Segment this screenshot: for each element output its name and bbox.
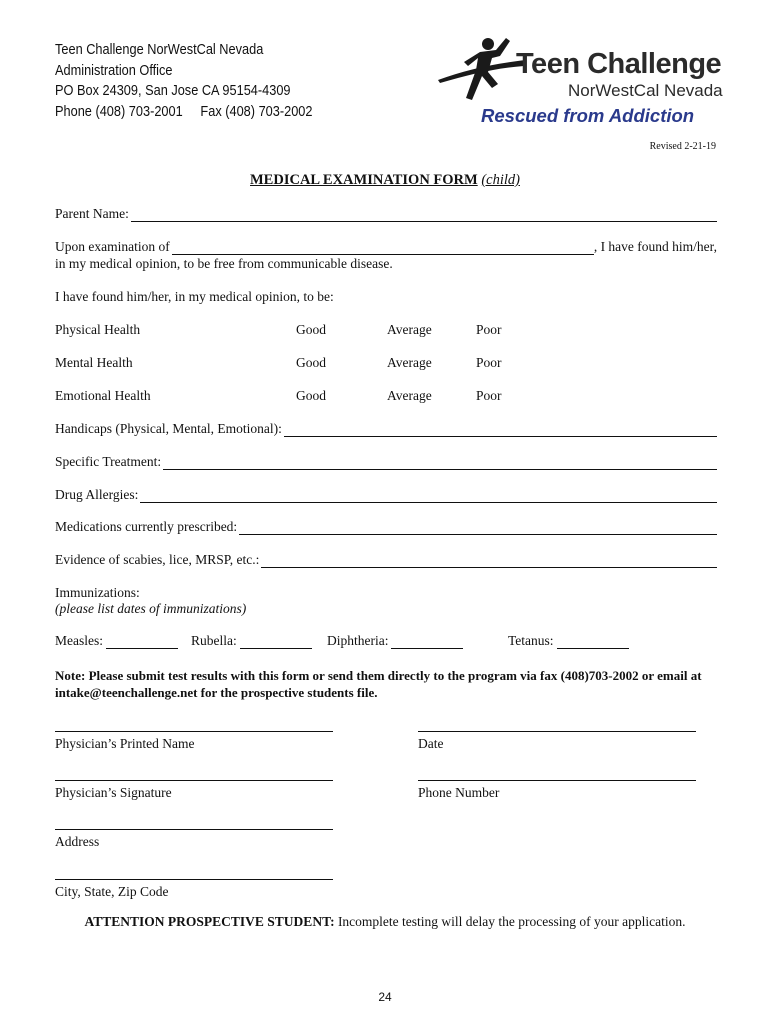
city-label: City, State, Zip Code [55,884,169,899]
exam-suffix: , I have found him/her, [593,239,717,254]
examinee-name-field[interactable] [172,242,594,255]
tetanus-label: Tetanus: [508,633,554,648]
scabies-row [55,552,717,568]
rating-row-emotional [55,388,555,406]
treatment-label: Specific Treatment: [55,454,162,469]
printed-name-field[interactable] [55,731,333,732]
immunization-rubella [191,633,312,649]
allergies-field[interactable] [140,490,717,503]
option-average[interactable]: Average [387,388,432,403]
scabies-label: Evidence of scabies, lice, MRSP, etc.: [55,552,260,567]
exam-line-2: in my medical opinion, to be free from communicable disease. [55,256,393,271]
medications-label: Medications currently prescribed: [55,519,238,534]
phone-fax: Phone (408) 703-2001 Fax (408) 703-2002 [55,103,313,120]
attention-text: Incomplete testing will delay the processing of your application. [334,914,686,929]
scabies-field[interactable] [261,555,717,568]
handicaps-label: Handicaps (Physical, Mental, Emotional): [55,421,282,436]
tetanus-date-field[interactable] [557,636,629,649]
treatment-row [55,454,717,470]
examination-row [55,239,717,255]
immunizations-heading: Immunizations: [55,585,140,600]
signature-label: Physician’s Signature [55,785,172,800]
immunizations-instruction: (please list dates of immunizations) [55,601,247,616]
revision-date: Revised 2-21-19 [649,141,716,152]
phone-block [418,780,696,801]
phone-label: Phone Number [418,785,500,800]
option-poor[interactable]: Poor [476,355,502,370]
teen-challenge-logo [436,34,736,134]
handicaps-row [55,421,717,437]
date-label: Date [418,736,444,751]
option-average[interactable]: Average [387,355,432,370]
printed-name-label: Physician’s Printed Name [55,736,195,751]
logo-subtitle: NorWestCal Nevada [568,81,723,100]
office-address-block [55,40,313,122]
logo-title: Teen Challenge [516,48,722,80]
rubella-label: Rubella: [191,633,237,648]
medications-field[interactable] [239,522,717,535]
printed-name-block [55,731,333,752]
immunization-measles [55,633,178,649]
measles-date-field[interactable] [106,636,178,649]
parent-name-row [55,206,717,222]
signature-field[interactable] [55,780,333,781]
signature-block [55,780,333,801]
rating-label: Physical Health [55,322,141,337]
rating-label: Mental Health [55,355,133,370]
date-block [418,731,696,752]
logo-tagline: Rescued from Addiction [481,105,695,126]
po-box: PO Box 24309, San Jose CA 95154-4309 [55,83,291,99]
treatment-field[interactable] [163,457,717,470]
parent-name-label: Parent Name: [55,206,129,221]
rating-label: Emotional Health [55,388,151,403]
diphtheria-date-field[interactable] [391,636,463,649]
address-block [55,829,333,850]
date-field[interactable] [418,731,696,732]
page-number: 24 [378,990,392,1004]
org-name: Teen Challenge NorWestCal Nevada [55,42,264,58]
rubella-date-field[interactable] [240,636,312,649]
exam-prefix: Upon examination of [55,239,170,254]
immunization-tetanus [508,633,629,649]
found-statement: I have found him/her, in my medical opinion, to be: [55,289,334,304]
immunizations-row [55,633,675,651]
parent-name-field[interactable] [131,209,717,222]
measles-label: Measles: [55,633,103,648]
address-label: Address [55,834,100,849]
address-field[interactable] [55,829,333,830]
handicaps-field[interactable] [284,424,717,437]
phone-field[interactable] [418,780,696,781]
option-poor[interactable]: Poor [476,388,502,403]
attention-notice [0,914,770,930]
form-title-main: MEDICAL EXAMINATION FORM [250,172,478,188]
option-good[interactable]: Good [296,388,326,403]
rating-row-physical [55,322,555,340]
option-good[interactable]: Good [296,355,326,370]
allergies-label: Drug Allergies: [55,487,139,502]
attention-label: ATTENTION PROSPECTIVE STUDENT: [84,914,335,929]
option-average[interactable]: Average [387,322,432,337]
option-good[interactable]: Good [296,322,326,337]
diphtheria-label: Diphtheria: [327,633,389,648]
option-poor[interactable]: Poor [476,322,502,337]
rating-row-mental [55,355,555,373]
city-block [55,879,333,900]
form-title [0,172,770,189]
office-name: Administration Office [55,62,173,79]
form-title-qualifier: (child) [481,172,520,188]
medications-row [55,519,717,535]
city-field[interactable] [55,879,333,880]
submission-note: Note: Please submit test results with this form or send them directly to the program via fax (408)703-2002 or email at intake@teenchallenge.net for the prospective students file. [55,668,702,700]
immunization-diphtheria [327,633,463,649]
allergies-row [55,487,717,503]
